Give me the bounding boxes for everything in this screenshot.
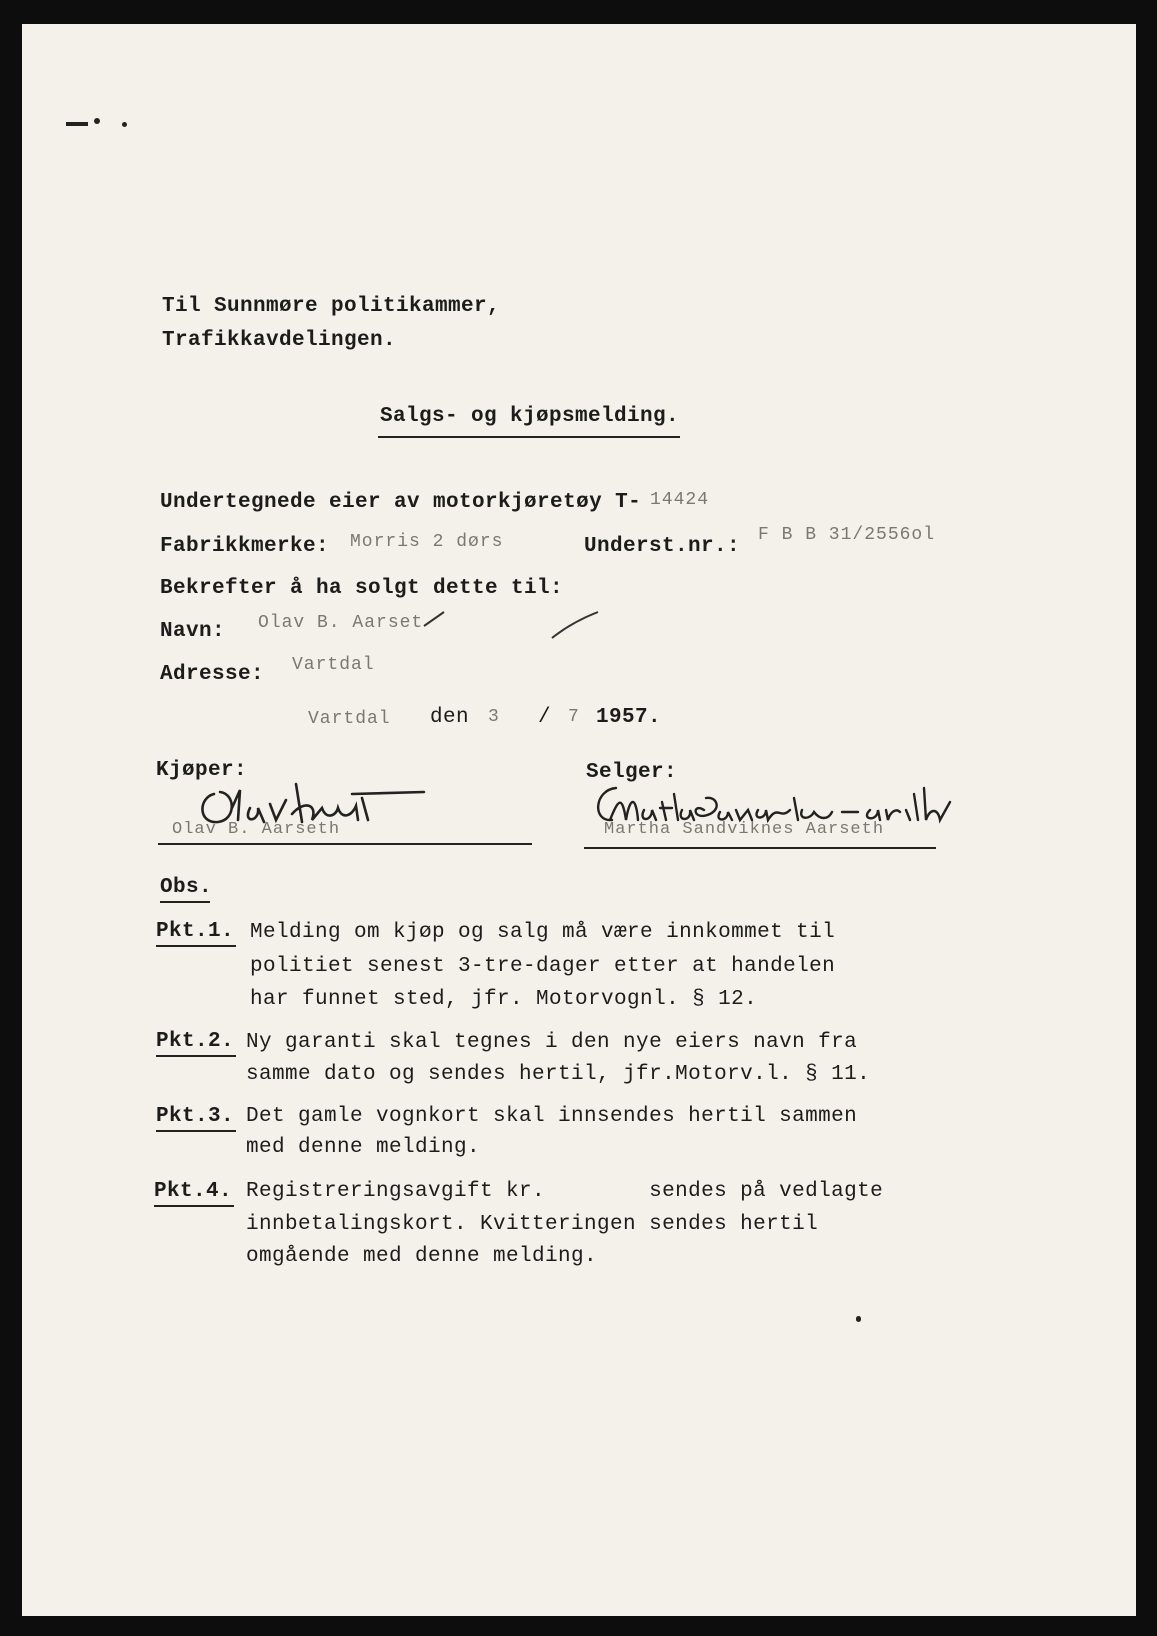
note-label: Pkt.3. — [156, 1105, 235, 1128]
note-label-underline — [156, 1055, 236, 1057]
ink-mark — [122, 122, 127, 127]
date-month: 7 — [568, 707, 580, 727]
document-page — [22, 24, 1136, 1616]
seller-name: Martha Sandviknes Aarseth — [604, 820, 885, 839]
name-label: Navn: — [160, 620, 226, 643]
make-label: Fabrikkmerke: — [160, 535, 330, 558]
note-line: Melding om kjøp og salg må være innkommet til — [250, 921, 836, 944]
address-value: Vartdal — [292, 655, 375, 675]
pen-stroke — [422, 602, 622, 642]
buyer-signature-line — [158, 843, 532, 845]
confirm-label: Bekrefter å ha solgt dette til: — [160, 577, 564, 600]
date-den: den — [430, 706, 470, 729]
note-label-underline — [154, 1205, 234, 1207]
date-place: Vartdal — [308, 709, 391, 729]
note-label-underline — [156, 1130, 236, 1132]
document-title: Salgs- og kjøpsmelding. — [380, 405, 680, 428]
recipient-line-1: Til Sunnmøre politikammer, — [162, 295, 501, 318]
seller-label: Selger: — [586, 761, 678, 784]
note-line: Ny garanti skal tegnes i den nye eiers navn fra — [246, 1031, 858, 1054]
address-label: Adresse: — [160, 663, 265, 686]
note-label-underline — [156, 945, 236, 947]
reg-number: 14424 — [650, 490, 710, 510]
seller-signature-line — [584, 847, 936, 849]
buyer-label: Kjøper: — [156, 759, 248, 782]
chassis-value: F B B 31/2556ol — [758, 525, 936, 545]
note-line: Registreringsavgift kr. sendes på vedlagte — [246, 1180, 884, 1203]
note-line: innbetalingskort. Kvitteringen sendes hertil — [246, 1213, 819, 1236]
recipient-line-2: Trafikkavdelingen. — [162, 329, 397, 352]
name-value: Olav B. Aarset — [258, 613, 424, 633]
note-line: politiet senest 3-tre-dager etter at handelen — [250, 955, 836, 978]
owner-label: Undertegnede eier av motorkjøretøy T- — [160, 491, 642, 514]
note-line: med denne melding. — [246, 1136, 481, 1159]
ink-dot — [856, 1316, 861, 1322]
obs-underline — [160, 901, 210, 903]
date-day: 3 — [488, 707, 500, 727]
note-line: omgående med denne melding. — [246, 1245, 598, 1268]
ink-mark — [94, 118, 100, 124]
note-label: Pkt.2. — [156, 1030, 235, 1053]
date-year: 1957. — [596, 706, 662, 729]
make-value: Morris 2 dørs — [350, 532, 504, 552]
note-line: samme dato og sendes hertil, jfr.Motorv.l. § 11. — [246, 1063, 871, 1086]
ink-mark — [66, 122, 88, 126]
note-label: Pkt.4. — [154, 1180, 233, 1203]
buyer-name: Olav B. Aarseth — [172, 820, 341, 839]
date-separator: / — [538, 706, 552, 729]
title-underline — [378, 436, 680, 438]
chassis-label: Underst.nr.: — [584, 535, 741, 558]
note-line: har funnet sted, jfr. Motorvognl. § 12. — [250, 988, 758, 1011]
note-label: Pkt.1. — [156, 920, 235, 943]
note-line: Det gamle vognkort skal innsendes hertil sammen — [246, 1105, 858, 1128]
obs-heading: Obs. — [160, 876, 213, 899]
